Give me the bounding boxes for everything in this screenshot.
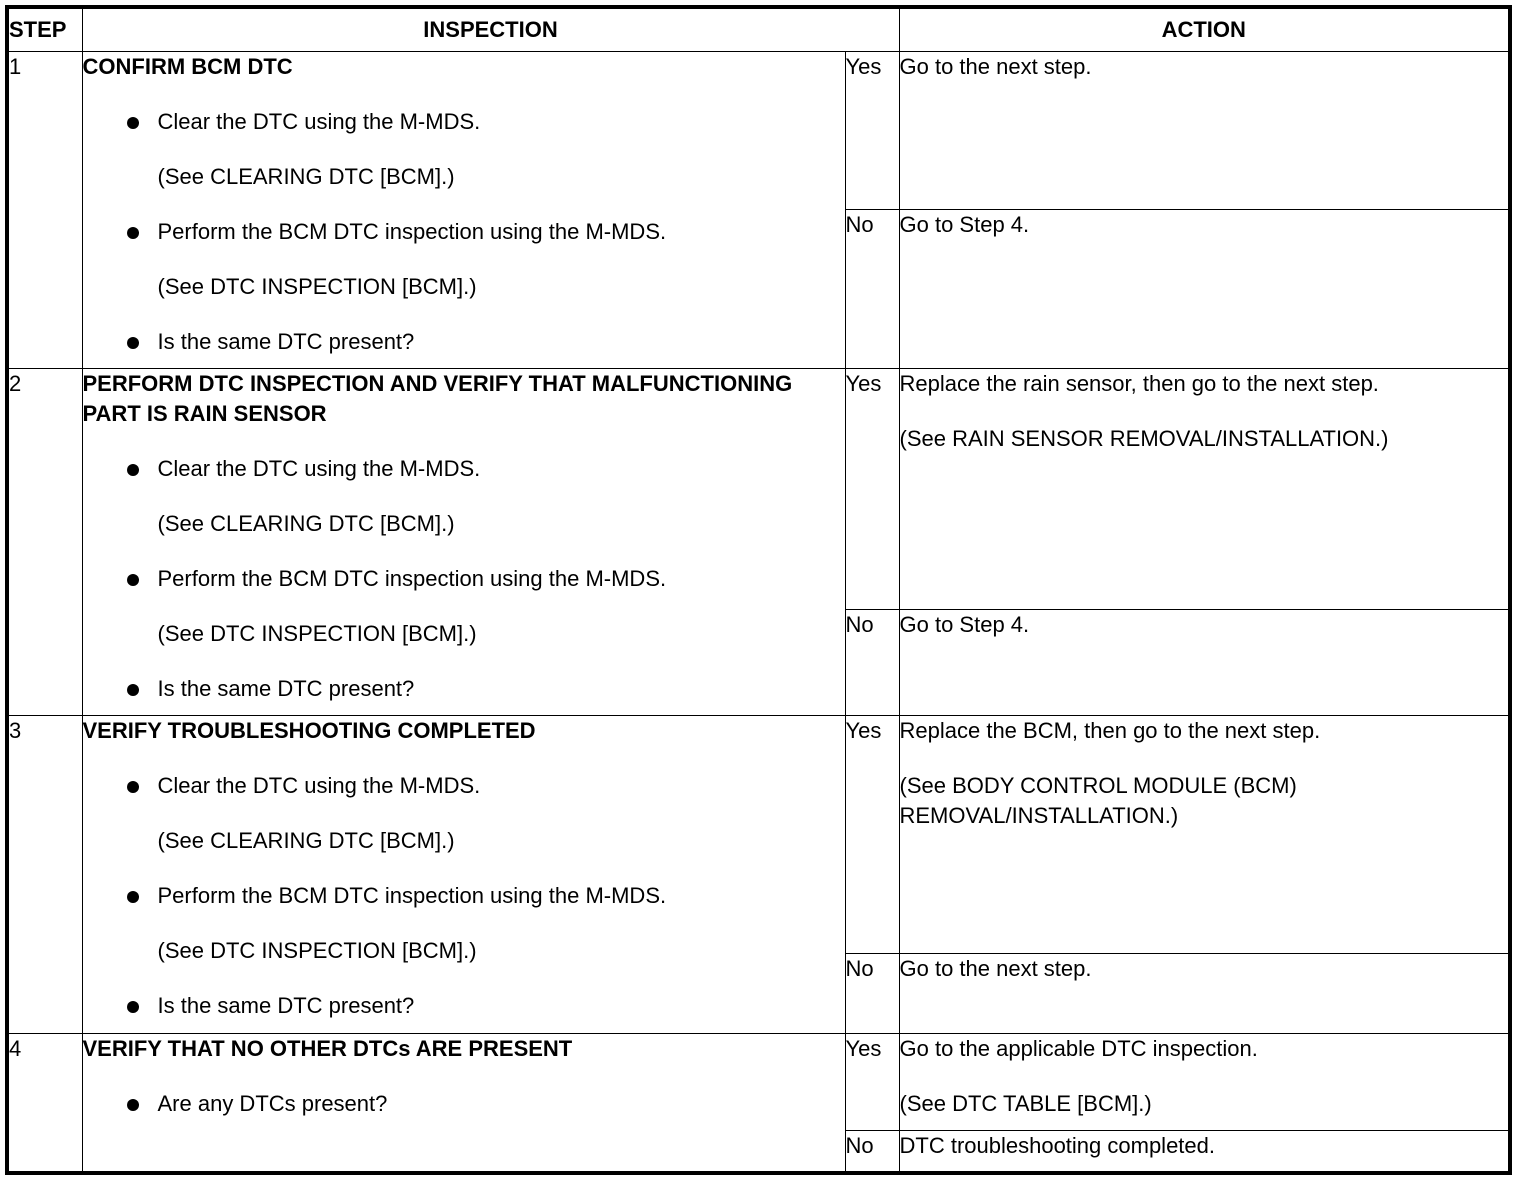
inspection-title: VERIFY TROUBLESHOOTING COMPLETED: [82, 718, 536, 743]
inspection-title: VERIFY THAT NO OTHER DTCs ARE PRESENT: [82, 1036, 573, 1061]
inspection-reference: (See CLEARING DTC [BCM].): [157, 164, 455, 189]
no-action: [899, 610, 1510, 716]
yes-label: Yes: [845, 716, 899, 954]
bullet-text: Is the same DTC present?: [157, 993, 415, 1018]
dtc-troubleshooting-table: [5, 5, 1512, 1175]
header-step: STEP: [7, 7, 82, 52]
bullet-dot-icon: [127, 227, 139, 239]
inspection-bullet: [83, 881, 845, 911]
inspection-bullet: [83, 1089, 845, 1119]
step-number: 2: [7, 369, 82, 716]
inspection-cell: [82, 52, 845, 369]
step-number: 3: [7, 716, 82, 1034]
action-text: (See RAIN SENSOR REMOVAL/INSTALLATION.): [899, 426, 1389, 451]
bullet-dot-icon: [127, 781, 139, 793]
inspection-bullet: [83, 564, 845, 594]
inspection-bullet: [83, 454, 845, 484]
bullet-text: Perform the BCM DTC inspection using the M-MDS.: [157, 566, 667, 591]
header-row: [7, 7, 1510, 52]
inspection-reference: (See CLEARING DTC [BCM].): [157, 511, 455, 536]
inspection-reference: (See DTC INSPECTION [BCM].): [157, 938, 477, 963]
action-text: Go to Step 4.: [899, 212, 1030, 237]
bullet-text: Clear the DTC using the M-MDS.: [157, 456, 481, 481]
bullet-text: Perform the BCM DTC inspection using the M-MDS.: [157, 219, 667, 244]
no-label: No: [845, 954, 899, 1034]
action-text: Replace the BCM, then go to the next step.: [899, 718, 1321, 743]
yes-label: Yes: [845, 369, 899, 610]
bullet-dot-icon: [127, 117, 139, 129]
inspection-bullet: [83, 771, 845, 801]
bullet-text: Perform the BCM DTC inspection using the M-MDS.: [157, 883, 667, 908]
yes-action: [899, 369, 1510, 610]
no-action: [899, 954, 1510, 1034]
yes-action: [899, 716, 1510, 954]
step-number: 4: [7, 1034, 82, 1173]
bullet-dot-icon: [127, 891, 139, 903]
bullet-text: Are any DTCs present?: [157, 1091, 388, 1116]
step-row-yes: [7, 1034, 1510, 1131]
action-text: Go to Step 4.: [899, 612, 1030, 637]
no-action: [899, 210, 1510, 369]
no-action: [899, 1131, 1510, 1173]
no-label: No: [845, 210, 899, 369]
inspection-bullet: [83, 991, 845, 1021]
yes-label: Yes: [845, 52, 899, 210]
bullet-dot-icon: [127, 1099, 139, 1111]
yes-action: [899, 1034, 1510, 1131]
yes-action: [899, 52, 1510, 210]
action-text: Go to the next step.: [899, 54, 1092, 79]
action-text: (See DTC TABLE [BCM].): [899, 1091, 1152, 1116]
bullet-dot-icon: [127, 1001, 139, 1013]
inspection-reference: (See CLEARING DTC [BCM].): [157, 828, 455, 853]
inspection-title: CONFIRM BCM DTC: [82, 54, 293, 79]
action-text: DTC troubleshooting completed.: [899, 1133, 1215, 1158]
action-text: Go to the applicable DTC inspection.: [899, 1036, 1258, 1061]
inspection-bullet: [83, 674, 845, 704]
inspection-bullet: [83, 327, 845, 357]
header-inspection: INSPECTION: [82, 7, 899, 52]
no-label: No: [845, 1131, 899, 1173]
bullet-text: Clear the DTC using the M-MDS.: [157, 109, 481, 134]
bullet-dot-icon: [127, 574, 139, 586]
bullet-text: Is the same DTC present?: [157, 676, 415, 701]
bullet-dot-icon: [127, 684, 139, 696]
action-text: Replace the rain sensor, then go to the next step.: [899, 371, 1379, 396]
bullet-text: Is the same DTC present?: [157, 329, 415, 354]
inspection-cell: [82, 369, 845, 716]
no-label: No: [845, 610, 899, 716]
inspection-reference: (See DTC INSPECTION [BCM].): [157, 621, 477, 646]
inspection-reference: (See DTC INSPECTION [BCM].): [157, 274, 477, 299]
yes-label: Yes: [845, 1034, 899, 1131]
inspection-bullet: [83, 217, 845, 247]
step-number: 1: [7, 52, 82, 369]
step-row-yes: [7, 52, 1510, 210]
step-row-yes: [7, 716, 1510, 954]
bullet-text: Clear the DTC using the M-MDS.: [157, 773, 481, 798]
inspection-cell: [82, 716, 845, 1034]
inspection-cell: [82, 1034, 845, 1173]
inspection-bullet: [83, 107, 845, 137]
action-text: (See BODY CONTROL MODULE (BCM) REMOVAL/INSTALLATION.): [899, 773, 1297, 828]
bullet-dot-icon: [127, 337, 139, 349]
action-text: Go to the next step.: [899, 956, 1092, 981]
inspection-title: PERFORM DTC INSPECTION AND VERIFY THAT MALFUNCTIONING PART IS RAIN SENSOR: [82, 371, 793, 426]
bullet-dot-icon: [127, 464, 139, 476]
header-action: ACTION: [899, 7, 1510, 52]
step-row-yes: [7, 369, 1510, 610]
